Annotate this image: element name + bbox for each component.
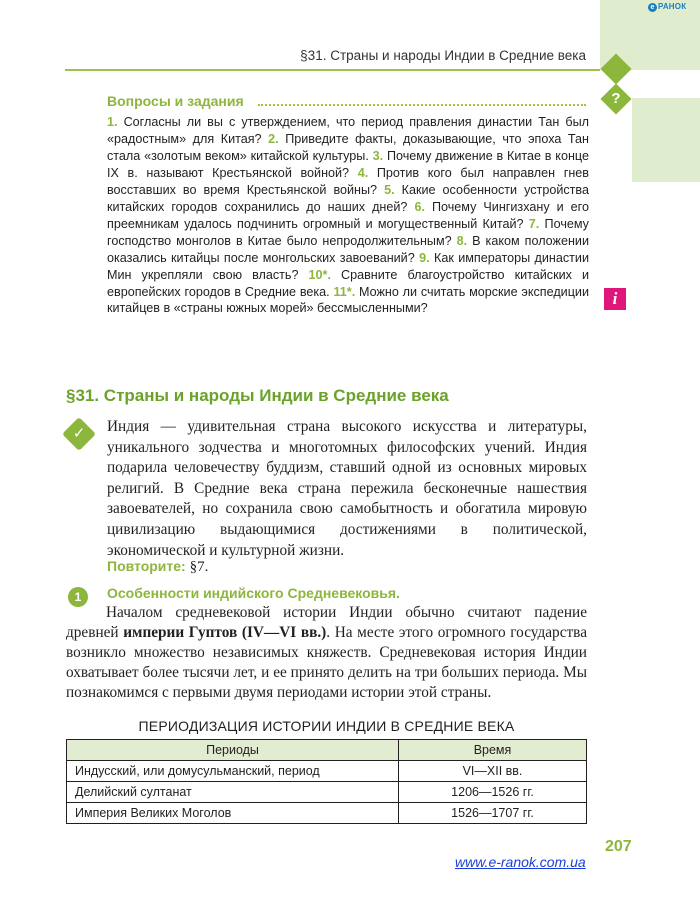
question-mark-icon: ?	[611, 90, 621, 107]
logo-text: РАНОК	[658, 2, 687, 11]
question-text: Можно ли считать морские экспедиции китайцев в «страны южных морей» бессмысленными?	[107, 284, 589, 316]
table-cell: 1526—1707 гг.	[399, 803, 587, 824]
table-cell: Индусский, или домусульманский, период	[67, 761, 399, 782]
table-row	[67, 761, 587, 782]
table-header-row	[67, 740, 587, 761]
question-text: Почему Чингизхану и его преемникам удалось подчинить огромный и могущественный Китай?	[107, 199, 589, 231]
table-cell: Империя Великих Моголов	[67, 803, 399, 824]
question-number: 11*.	[333, 284, 356, 299]
question-number: 7.	[528, 216, 540, 231]
repeat-note	[107, 558, 208, 576]
question-number: 3.	[372, 148, 384, 163]
table-header-cell: Периоды	[67, 740, 399, 761]
running-head: §31. Страны и народы Индии в Средние века	[300, 48, 586, 63]
periodization-table	[66, 739, 587, 824]
paragraph-part: Началом средневековой истории Индии обычно считают падение древней	[66, 604, 587, 642]
question-number: 9.	[419, 250, 430, 265]
question-number: 1.	[107, 115, 118, 129]
publisher-logo: e РАНОК	[648, 2, 686, 12]
check-icon: ✓	[72, 425, 86, 442]
table-cell: Делийский султанат	[67, 782, 399, 803]
question-text: Согласны ли вы с утверждением, что период правления династии Тан был «радостным» для Китая?	[107, 115, 589, 146]
question-text: Приведите факты, доказывающие, что эпоха Тан стала «золотым веком» китайской культуры.	[107, 131, 589, 163]
subsection-title: Особенности индийского Средневековья.	[107, 585, 400, 601]
repeat-label: Повторите:	[107, 558, 186, 574]
section-intro: Индия — удивительная страна высокого искусства и литературы, уникального зодчества и многотомных философских учений. Индия подарила человечеству буддизм, ставший одной из основных мировых религий. В Средние века страна пережила бесконечные нашествия завоевателей, но сохранила свою самобытность и обогатила мировую цивилизацию выдающимися достижениями в политической, экономической и культурной жизни.	[107, 418, 587, 559]
question-text: Почему господство монголов в Китае было непродолжительным?	[107, 216, 589, 248]
table-header-cell: Время	[399, 740, 587, 761]
question-text: Какие особенности устройства китайских городов сохранились до наших дней?	[107, 182, 589, 214]
question-number: 10*.	[308, 267, 331, 282]
subsection-paragraph	[66, 603, 587, 703]
question-number: 2.	[268, 131, 279, 146]
question-text: Как императоры династии Мин укрепляли свою власть?	[107, 250, 589, 282]
question-text: В каком положении оказались китайцы после монгольских завоеваний?	[107, 233, 589, 265]
table-row	[67, 803, 587, 824]
subsection-number-badge: 1	[68, 587, 88, 607]
question-text: Сравните благоустройство китайских и европейских городов в Средние века.	[107, 267, 589, 299]
section-title: §31. Страны и народы Индии в Средние века	[66, 386, 449, 405]
question-text: Почему движение в Китае в конце IX в. называют Крестьянской войной?	[107, 148, 589, 180]
paragraph-part: . На месте этого огромного государства возникло множество независимых княжеств. Средневековая история Индии охватывает более тысячи лет, и ее принято делить на три больших периода. Мы познакомимся с первыми двумя периодами истории этой страны.	[66, 624, 587, 702]
table-cell: VI—XII вв.	[399, 761, 587, 782]
table-row	[67, 782, 587, 803]
page-number: 207	[605, 838, 632, 855]
question-number: 5.	[384, 182, 395, 197]
table-title: ПЕРИОДИЗАЦИЯ ИСТОРИИ ИНДИИ В СРЕДНИЕ ВЕКА	[138, 718, 515, 734]
repeat-reference: §7.	[189, 559, 209, 575]
question-number: 4.	[357, 165, 369, 180]
questions-dotted-rule	[258, 104, 586, 106]
questions-list	[107, 114, 589, 317]
margin-band	[632, 98, 700, 182]
publisher-link[interactable]: www.e-ranok.com.ua	[455, 854, 586, 870]
question-number: 6.	[414, 199, 425, 214]
question-number: 8.	[456, 233, 468, 248]
paragraph-emphasis: империи Гуптов (IV—VI вв.)	[123, 624, 327, 642]
table-cell: 1206—1526 гг.	[399, 782, 587, 803]
question-text: Против кого был направлен гнев восставших во время Крестьянской войны?	[107, 165, 589, 197]
header-rule	[65, 69, 600, 71]
questions-title: Вопросы и задания	[107, 93, 244, 109]
info-icon: i	[604, 288, 626, 310]
